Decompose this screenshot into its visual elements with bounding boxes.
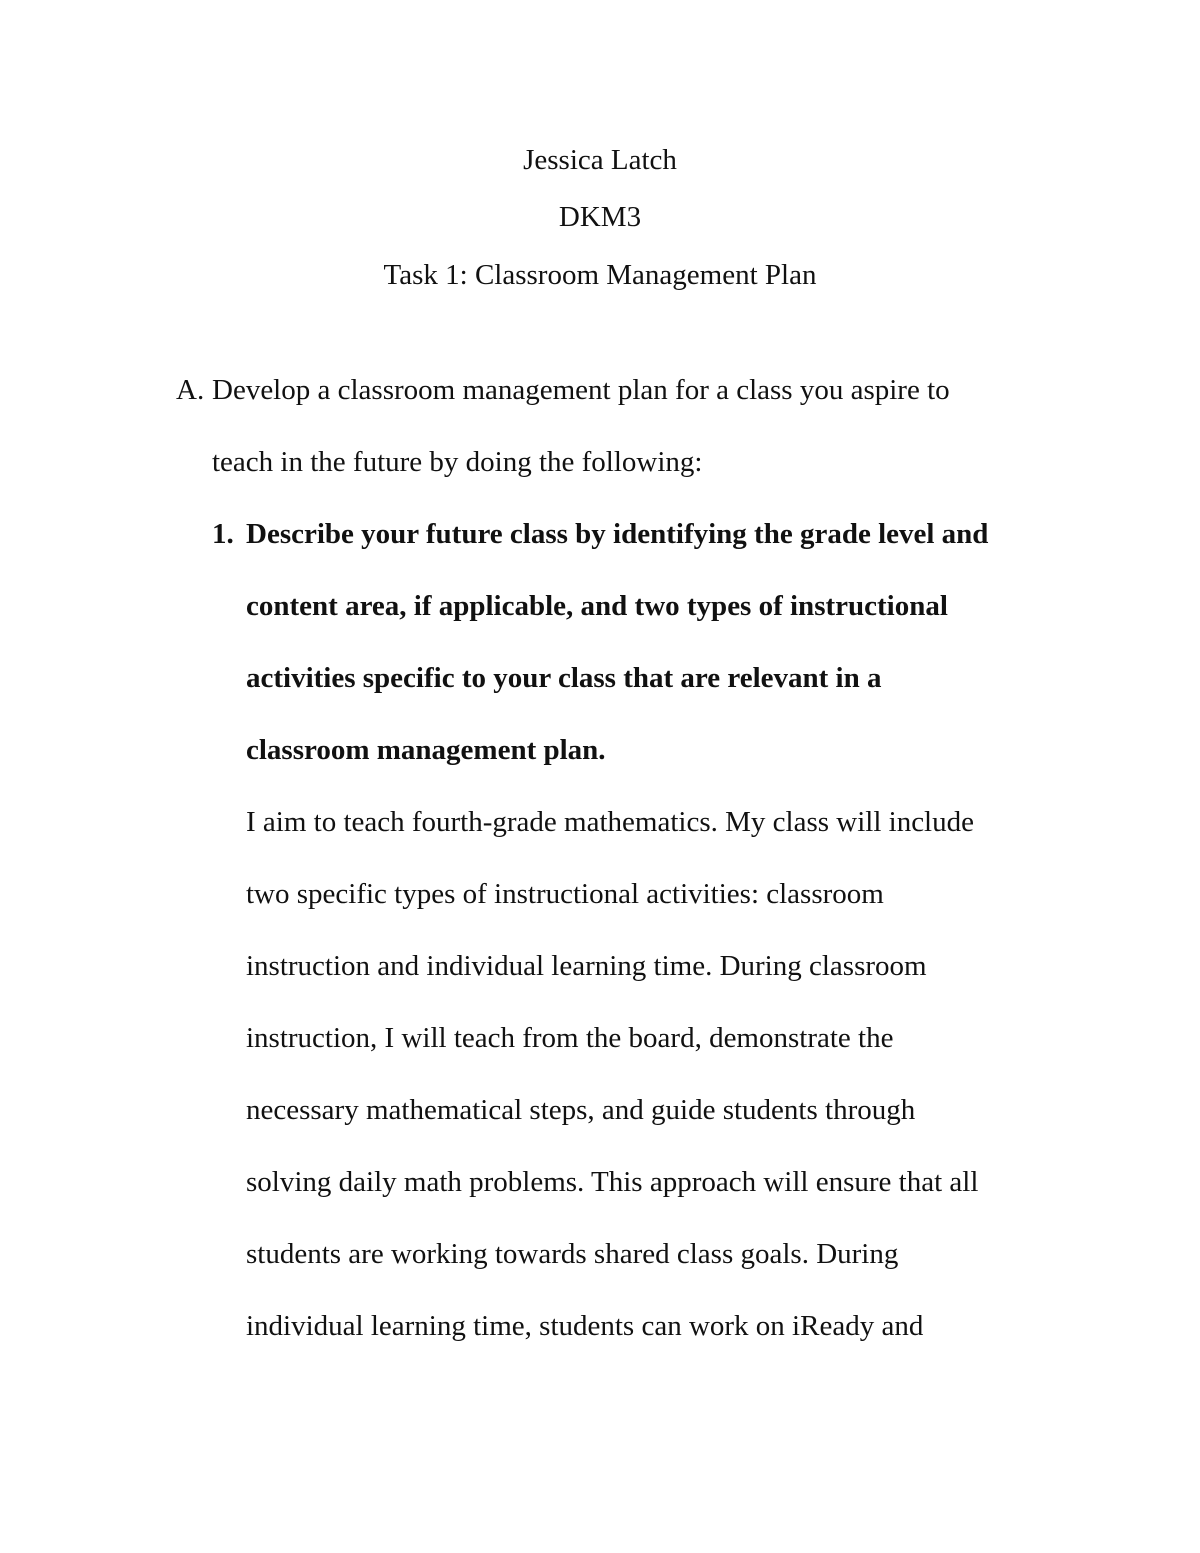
item-1-response-line: solving daily math problems. This approach will ensure that all: [246, 1166, 979, 1198]
section-a-marker: A.: [176, 374, 205, 406]
author-name: Jessica Latch: [523, 144, 677, 176]
item-1-prompt-line: classroom management plan.: [246, 734, 606, 766]
section-a-line: Develop a classroom management plan for a class you aspire to: [212, 374, 950, 406]
item-1-marker: 1.: [212, 518, 234, 550]
item-1-response-line: I aim to teach fourth-grade mathematics. My class will include: [246, 806, 974, 838]
item-1-response-line: necessary mathematical steps, and guide students through: [246, 1094, 916, 1126]
section-a-line: teach in the future by doing the following:: [212, 446, 703, 478]
item-1-response-line: students are working towards shared class goals. During: [246, 1238, 899, 1270]
course-code: DKM3: [558, 201, 642, 233]
document-title: Task 1: Classroom Management Plan: [383, 259, 817, 291]
item-1-response-line: two specific types of instructional activities: classroom: [246, 878, 884, 910]
item-1-response-line: individual learning time, students can work on iReady and: [246, 1310, 924, 1342]
item-1-prompt-line: Describe your future class by identifying the grade level and: [246, 518, 989, 550]
item-1-response-line: instruction, I will teach from the board, demonstrate the: [246, 1022, 894, 1054]
item-1-response-line: instruction and individual learning time. During classroom: [246, 950, 927, 982]
item-1-prompt-line: content area, if applicable, and two types of instructional: [246, 590, 948, 622]
item-1-prompt-line: activities specific to your class that are relevant in a: [246, 662, 882, 694]
